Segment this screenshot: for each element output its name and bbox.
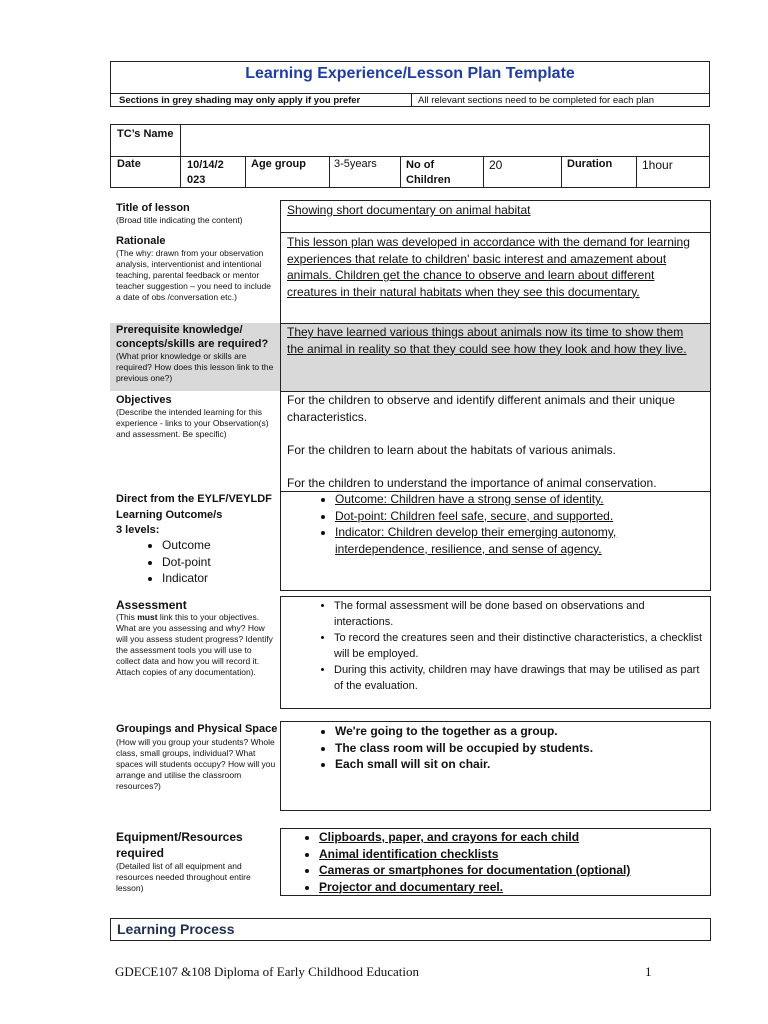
prerequisite-label-block bbox=[110, 323, 280, 391]
duration-label: Duration bbox=[567, 158, 613, 170]
prerequisite-value-cell bbox=[281, 324, 710, 391]
assessment-item: • The formal assessment will be done based on observations and interactions. bbox=[334, 598, 706, 630]
rationale-label: Rationale bbox=[116, 235, 166, 247]
header-notes-row bbox=[111, 93, 709, 107]
no-children-value: 20 bbox=[489, 158, 503, 172]
equipment-item: • Animal identification checklists bbox=[319, 846, 701, 863]
eylf-level-item: • Indicator bbox=[162, 570, 278, 587]
groupings-box bbox=[280, 721, 711, 811]
prerequisite-label: Prerequisite knowledge/ concepts/skills are required? bbox=[116, 324, 269, 350]
objectives-label: Objectives bbox=[116, 394, 172, 406]
eylf-levels-label: 3 levels: bbox=[116, 524, 160, 536]
assessment-list bbox=[281, 598, 706, 694]
equipment-label: Equipment/Resources required bbox=[116, 830, 243, 860]
note-left: Sections in grey shading may only apply if you prefer bbox=[119, 95, 361, 106]
equipment-list bbox=[281, 829, 701, 895]
learning-process-title: Learning Process bbox=[117, 921, 235, 937]
assessment-box bbox=[280, 596, 711, 709]
prerequisite-value: They have learned various things about animals now its time to show them the animal in reality so that they could see how they look and how they live. bbox=[287, 325, 687, 356]
equipment-label-block bbox=[116, 829, 278, 894]
eylf-outcome-item: • Outcome: Children have a strong sense of identity. bbox=[335, 491, 681, 508]
learning-process-bar bbox=[110, 918, 711, 941]
no-children-label: No of Children bbox=[406, 159, 451, 186]
equipment-item: • Clipboards, paper, and crayons for each child bbox=[319, 829, 701, 846]
tc-name-label: TC’s Name bbox=[117, 128, 174, 140]
title-of-lesson-value: Showing short documentary on animal habitat bbox=[287, 203, 531, 217]
content-box-upper bbox=[280, 200, 711, 591]
assessment-hint: (This must link this to your objectives. What are you assessing and why? How will you assess student progress? Identify the assessment tools you will use to collect data and how you will record it. Attach copies of any documentation). bbox=[116, 612, 273, 677]
assessment-item: • During this activity, children may have drawings that may be utilised as part of the evaluation. bbox=[334, 662, 706, 694]
prerequisite-hint: (What prior knowledge or skills are required? How does this lesson link to the previous one?) bbox=[116, 351, 274, 383]
note-right: All relevant sections need to be completed for each plan bbox=[418, 95, 655, 106]
rationale-label-block bbox=[116, 234, 278, 303]
equipment-item: • Cameras or smartphones for documentation (optional) bbox=[319, 862, 701, 879]
duration-value: 1hour bbox=[642, 158, 673, 172]
groupings-item: • The class room will be occupied by students. bbox=[335, 740, 701, 757]
eylf-label-block bbox=[116, 491, 278, 587]
groupings-item: • We're going to the together as a group. bbox=[335, 723, 701, 740]
groupings-label: Groupings and Physical Space bbox=[116, 723, 278, 735]
eylf-outcome-item: • Indicator: Children develop their emerging autonomy, interdependence, resilience, and sense of agency. bbox=[335, 524, 681, 557]
assessment-item: • To record the creatures seen and their distinctive characteristics, a checklist will be employed. bbox=[334, 630, 706, 662]
groupings-hint: (How will you group your students? Whole class, small groups, individual? What spaces will students occupy? How will you arrange and utilise the classroom resources?) bbox=[116, 737, 276, 791]
equipment-box bbox=[280, 828, 711, 896]
title-of-lesson-label: Title of lesson bbox=[116, 202, 190, 214]
title-of-lesson-hint: (Broad title indicating the content) bbox=[116, 215, 243, 225]
details-table bbox=[110, 124, 710, 188]
date-value: 10/14/2 023 bbox=[187, 159, 224, 186]
date-label: Date bbox=[117, 158, 141, 170]
rationale-value: This lesson plan was developed in accordance with the demand for learning experiences that relate to children' basic interest and amazement about animals. Children get the chance to observe and learn about different creatures in their natural habitats when they see this documentary. bbox=[287, 235, 690, 299]
eylf-levels-list bbox=[116, 537, 278, 587]
assessment-label-block bbox=[116, 598, 278, 678]
equipment-hint: (Detailed list of all equipment and resources needed throughout entire lesson) bbox=[116, 861, 251, 893]
objectives-label-block bbox=[116, 393, 278, 440]
eylf-level-item: • Dot-point bbox=[162, 554, 278, 571]
assessment-label: Assessment bbox=[116, 598, 187, 612]
eylf-outcome-item: • Dot-point: Children feel safe, secure, and supported. bbox=[335, 508, 681, 525]
rationale-hint: (The why: drawn from your observation analysis, interventionist and intentional teaching, parental feedback or mentor teacher suggestion – you need to include a date of obs /conversation etc.) bbox=[116, 248, 272, 302]
title-of-lesson-label-block bbox=[116, 201, 278, 226]
objective-item: For the children to understand the importance of animal conservation. bbox=[287, 476, 657, 490]
groupings-list bbox=[281, 723, 701, 773]
note-divider bbox=[411, 94, 412, 107]
eylf-label: Direct from the EYLF/VEYLDF Learning Outcome/s bbox=[116, 493, 272, 521]
page-title: Learning Experience/Lesson Plan Template bbox=[245, 65, 575, 82]
footer-page-number: 1 bbox=[645, 964, 652, 979]
groupings-label-block bbox=[116, 722, 278, 792]
objective-item: For the children to observe and identify different animals and their unique characteristics. bbox=[287, 393, 676, 424]
eylf-level-item: • Outcome bbox=[162, 537, 278, 554]
age-group-label: Age group bbox=[251, 158, 306, 170]
groupings-item: • Each small will sit on chair. bbox=[335, 756, 701, 773]
footer-course: GDECE107 &108 Diploma of Early Childhood Education bbox=[115, 964, 420, 979]
objectives-hint: (Describe the intended learning for this experience - links to your Observation(s) and assessment. Be specific) bbox=[116, 407, 269, 439]
equipment-item: • Projector and documentary reel. bbox=[319, 879, 701, 896]
template-header bbox=[110, 61, 710, 107]
age-group-value: 3-5years bbox=[334, 158, 377, 170]
objective-item: For the children to learn about the habitats of various animals. bbox=[287, 443, 616, 457]
eylf-outcomes-list bbox=[281, 491, 681, 557]
